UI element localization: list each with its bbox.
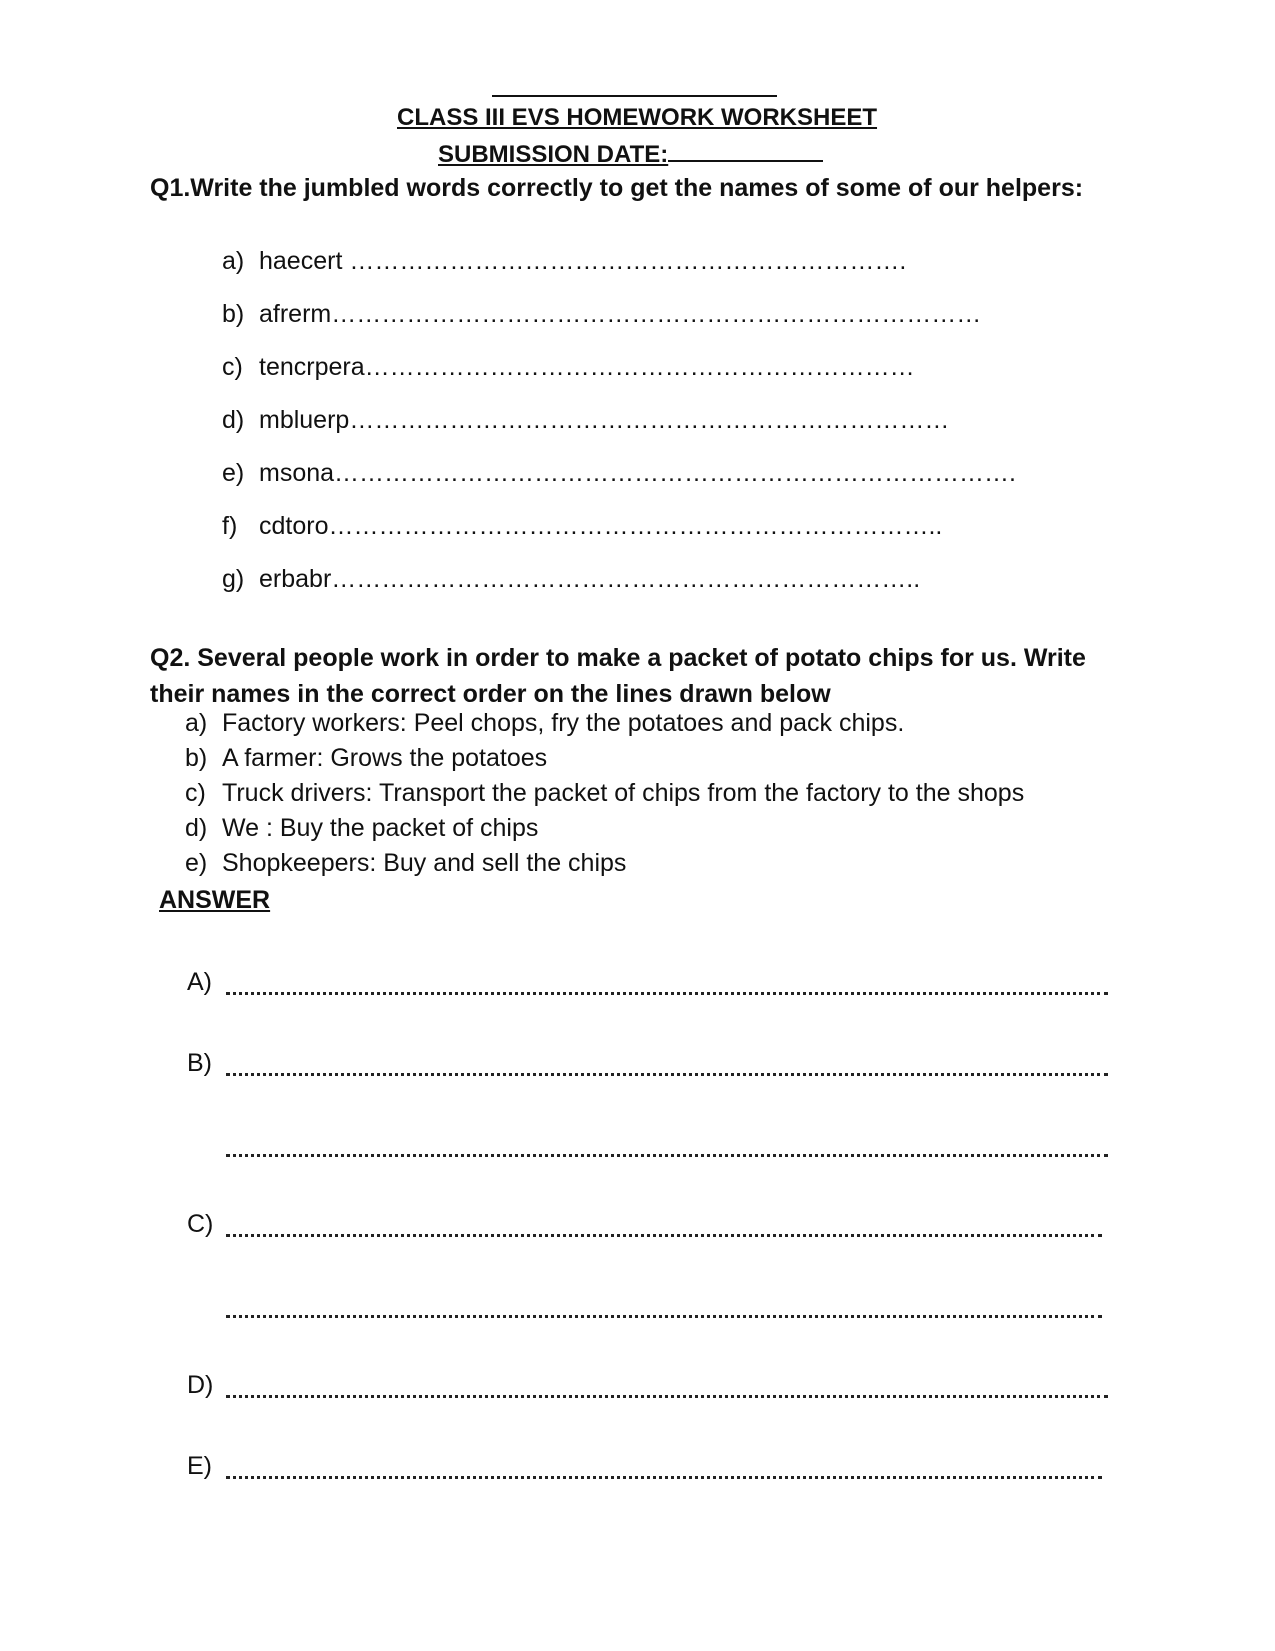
q1-item-answer-line[interactable]: …………………………………………………………….. <box>331 565 921 593</box>
answer-heading: ANSWER <box>159 886 271 914</box>
q1-item <box>222 353 915 382</box>
q2-step <box>185 779 1024 808</box>
q1-item <box>222 459 1016 488</box>
q1-item <box>222 300 981 329</box>
q1-item <box>222 247 906 276</box>
answer-line-c[interactable] <box>226 1234 1102 1237</box>
q2-step <box>185 814 538 843</box>
q2-step-letter: d) <box>185 814 208 842</box>
q1-item <box>222 512 942 541</box>
q2-question: Q2. Several people work in order to make a packet of potato chips for us. Write their names in the correct order on the lines drawn below <box>150 644 1086 708</box>
q2-step <box>185 849 626 878</box>
answer-line-b[interactable] <box>226 1073 1108 1076</box>
q1-item-answer-line[interactable]: …………………………………………………………. <box>349 247 907 275</box>
worksheet-title: CLASS III EVS HOMEWORK WORKSHEET <box>397 104 878 131</box>
q2-step-text: We : Buy the packet of chips <box>222 814 539 842</box>
q1-item-letter: b) <box>222 300 245 328</box>
q1-item-letter: e) <box>222 459 245 487</box>
answer-line-c-2[interactable] <box>226 1315 1102 1318</box>
submission-date-blank[interactable] <box>668 138 823 162</box>
answer-label: B) <box>187 1049 212 1077</box>
q1-item <box>222 565 920 594</box>
q2-step-text: Truck drivers: Transport the packet of chips from the factory to the shops <box>222 779 1025 807</box>
q2-step-text: Shopkeepers: Buy and sell the chips <box>222 849 627 877</box>
answer-label: C) <box>187 1210 214 1238</box>
answer-label: D) <box>187 1371 214 1399</box>
answer-line-d[interactable] <box>226 1395 1108 1398</box>
q1-item <box>222 406 949 435</box>
q1-item-answer-line[interactable]: ………………………………………………………… <box>364 353 915 381</box>
q2-step-letter: e) <box>185 849 208 877</box>
q2-step-letter: a) <box>185 709 208 737</box>
submission-date <box>438 138 823 169</box>
answer-label: E) <box>187 1452 212 1480</box>
q1-item-word: msona <box>259 459 335 487</box>
q2-step <box>185 744 547 773</box>
q1-item-word: afrerm <box>259 300 332 328</box>
q1-item-answer-line[interactable]: ………………………………………………………………………. <box>334 459 1016 487</box>
q2-step <box>185 709 904 738</box>
answer-line-a[interactable] <box>226 992 1108 995</box>
q1-item-letter: d) <box>222 406 245 434</box>
q1-item-letter: c) <box>222 353 243 381</box>
q1-item-answer-line[interactable]: ……………………………………………………………….. <box>328 512 943 540</box>
q1-item-answer-line[interactable]: ……………………………………………………………… <box>349 406 950 434</box>
q1-question: Q1.Write the jumbled words correctly to get the names of some of our helpers: <box>150 174 1084 202</box>
submission-date-label: SUBMISSION DATE: <box>438 141 669 168</box>
q2-step-letter: c) <box>185 779 206 807</box>
q1-item-word: mbluerp <box>259 406 350 434</box>
q2-step-text: Factory workers: Peel chops, fry the potatoes and pack chips. <box>222 709 905 737</box>
answer-line-b-2[interactable] <box>226 1154 1108 1157</box>
answer-line-e[interactable] <box>226 1476 1102 1479</box>
q1-item-letter: a) <box>222 247 245 275</box>
q1-item-letter: g) <box>222 565 245 593</box>
q1-item-word: haecert <box>259 247 350 275</box>
q1-item-letter: f) <box>222 512 238 540</box>
top-rule <box>492 95 777 97</box>
q2-step-letter: b) <box>185 744 208 772</box>
q1-item-answer-line[interactable]: …………………………………………………………………… <box>331 300 982 328</box>
q1-item-word: erbabr <box>259 565 332 593</box>
q1-item-word: tencrpera <box>259 353 365 381</box>
q2-step-text: A farmer: Grows the potatoes <box>222 744 548 772</box>
answer-label: A) <box>187 968 212 996</box>
q1-item-word: cdtoro <box>259 512 329 540</box>
